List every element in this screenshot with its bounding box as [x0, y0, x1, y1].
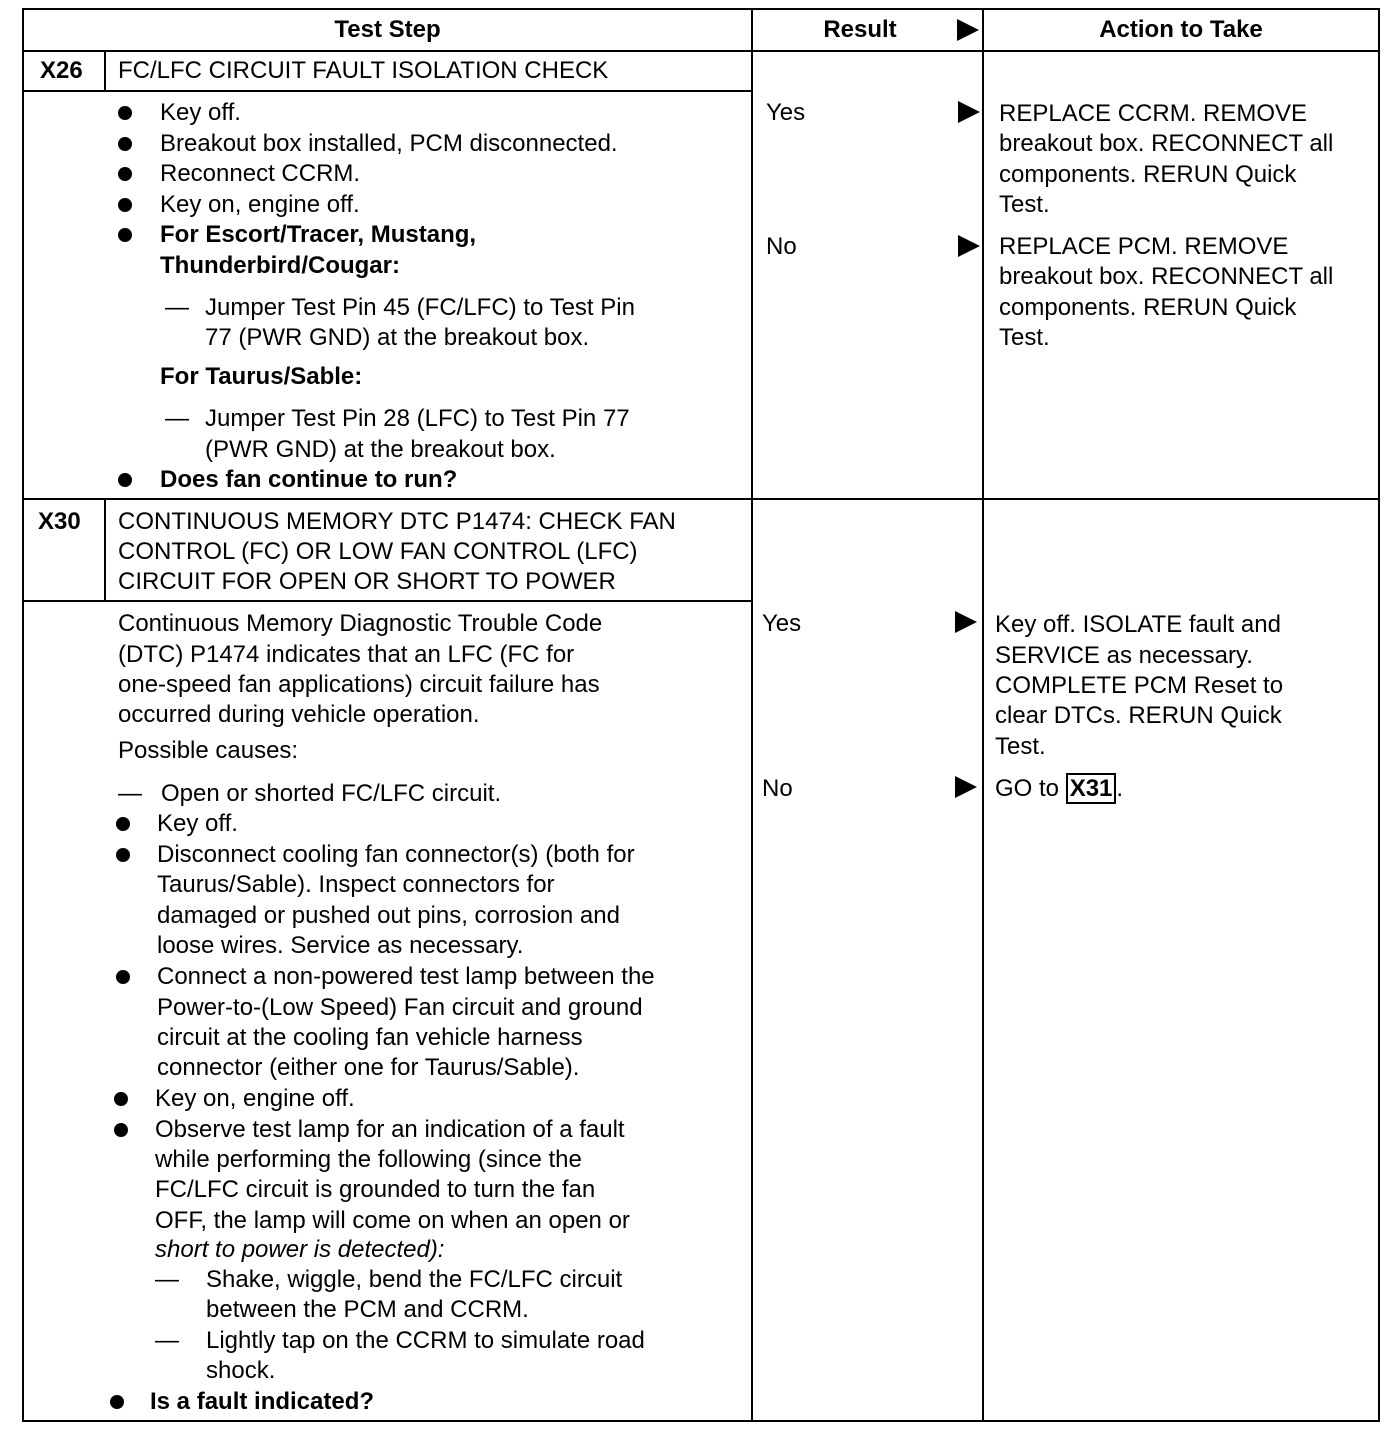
x26-title-bottom-rule: [22, 90, 752, 92]
x30-shake-line2: between the PCM and CCRM.: [206, 1296, 529, 1323]
x30-cause-1: Open or shorted FC/LFC circuit.: [161, 780, 502, 807]
x30-shake-line1: Shake, wiggle, bend the FC/LFC circuit: [206, 1266, 623, 1293]
header-action: Action to Take: [1099, 16, 1263, 43]
x30-title-line2: CONTROL (FC) OR LOW FAN CONTROL (LFC): [118, 538, 638, 565]
x30-observe-line1: Observe test lamp for an indication of a fault: [155, 1116, 625, 1143]
x30-possible-causes: Possible causes:: [118, 737, 299, 764]
x30-observe-line2: while performing the following (since the: [155, 1146, 582, 1173]
result-arrow-icon: [958, 101, 980, 123]
bullet-icon: [118, 473, 132, 487]
x30-observe-line4: OFF, the lamp will come on when an open or: [155, 1207, 630, 1234]
x26-bullet-key-on: Key on, engine off.: [160, 191, 360, 218]
x30-tap-line1: Lightly tap on the CCRM to simulate road: [206, 1327, 645, 1354]
x30-intro-line3: one-speed fan applications) circuit failure has: [118, 671, 600, 698]
x26-yes-action-line4: Test.: [999, 191, 1050, 218]
result-column-rule: [751, 8, 753, 1422]
x30-disconnect-line4: loose wires. Service as necessary.: [157, 932, 524, 959]
x30-bullet-key-off: Key off.: [157, 810, 238, 837]
x26-escort-label-cont: Thunderbird/Cougar:: [160, 252, 400, 279]
dash-icon: —: [165, 294, 189, 321]
x26-no-action-line3: components. RERUN Quick: [999, 294, 1297, 321]
x30-bullet-key-on: Key on, engine off.: [155, 1085, 355, 1112]
x26-step-title: FC/LFC CIRCUIT FAULT ISOLATION CHECK: [118, 57, 609, 84]
x30-question: Is a fault indicated?: [150, 1388, 375, 1415]
header-result: Result: [823, 16, 897, 43]
x30-tap-line2: shock.: [206, 1357, 276, 1384]
x30-observe-line3: FC/LFC circuit is grounded to turn the fan: [155, 1176, 596, 1203]
bullet-icon: [114, 1092, 128, 1106]
x26-yes-action-line1: REPLACE CCRM. REMOVE: [999, 100, 1308, 127]
result-arrow-icon: [955, 776, 977, 798]
x26-question: Does fan continue to run?: [160, 466, 458, 493]
x30-disconnect-line1: Disconnect cooling fan connector(s) (both for: [157, 841, 635, 868]
x26-taurus-jumper: Jumper Test Pin 28 (LFC) to Test Pin 77: [205, 405, 630, 432]
x30-row-top-rule: [22, 498, 1380, 500]
x30-connect-line3: circuit at the cooling fan vehicle harness: [157, 1024, 583, 1051]
x26-no-action-line2: breakout box. RECONNECT all: [999, 263, 1334, 290]
result-arrow-icon: [958, 235, 980, 257]
header-arrow-icon: [957, 19, 979, 41]
dash-icon: —: [118, 780, 142, 807]
x30-id-divider: [104, 498, 106, 601]
x30-yes-action-line1: Key off. ISOLATE fault and: [995, 611, 1281, 638]
table-border-right: [1378, 8, 1380, 1422]
x30-no-action-suffix: .: [1116, 775, 1124, 802]
bullet-icon: [114, 1123, 128, 1137]
x26-yes-action-line2: breakout box. RECONNECT all: [999, 130, 1334, 157]
x30-connect-line2: Power-to-(Low Speed) Fan circuit and ground: [157, 994, 643, 1021]
header-test-step: Test Step: [334, 16, 441, 43]
table-border-top: [22, 8, 1380, 10]
x30-title-line3: CIRCUIT FOR OPEN OR SHORT TO POWER: [118, 568, 616, 595]
x26-bullet-breakout: Breakout box installed, PCM disconnected.: [160, 130, 618, 157]
x31-step-link[interactable]: X31: [1066, 773, 1117, 804]
x26-no-action-line1: REPLACE PCM. REMOVE: [999, 233, 1289, 260]
action-column-rule: [982, 8, 984, 1422]
x30-yes-action-line3: COMPLETE PCM Reset to: [995, 672, 1284, 699]
x26-id-divider: [104, 50, 106, 92]
x30-no-action-prefix: GO to: [995, 775, 1060, 802]
bullet-icon: [118, 137, 132, 151]
dash-icon: —: [155, 1266, 179, 1293]
x30-yes-action-line5: Test.: [995, 733, 1046, 760]
bullet-icon: [118, 167, 132, 181]
x26-bullet-reconnect: Reconnect CCRM.: [160, 160, 361, 187]
bullet-icon: [118, 106, 132, 120]
result-arrow-icon: [955, 611, 977, 633]
bullet-icon: [116, 970, 130, 984]
bullet-icon: [118, 198, 132, 212]
x30-title-line1: CONTINUOUS MEMORY DTC P1474: CHECK FAN: [118, 508, 676, 535]
bullet-icon: [118, 228, 132, 242]
x30-yes-action-line4: clear DTCs. RERUN Quick: [995, 702, 1282, 729]
x30-result-yes: Yes: [762, 610, 802, 637]
x26-taurus-jumper-cont: (PWR GND) at the breakout box.: [205, 436, 556, 463]
x30-step-id: X30: [38, 508, 81, 535]
dash-icon: —: [155, 1327, 179, 1354]
x26-result-no: No: [766, 233, 797, 260]
x26-step-id: X26: [40, 57, 83, 84]
header-bottom-rule: [22, 50, 1380, 52]
x30-intro-line2: (DTC) P1474 indicates that an LFC (FC for: [118, 641, 575, 668]
dash-icon: —: [165, 405, 189, 432]
x26-escort-jumper: Jumper Test Pin 45 (FC/LFC) to Test Pin: [205, 294, 635, 321]
x30-intro-line4: occurred during vehicle operation.: [118, 701, 480, 728]
x26-no-action-line4: Test.: [999, 324, 1050, 351]
bullet-icon: [116, 848, 130, 862]
x26-result-yes: Yes: [766, 99, 806, 126]
x26-taurus-label: For Taurus/Sable:: [160, 363, 363, 390]
x26-yes-action-line3: components. RERUN Quick: [999, 161, 1297, 188]
bullet-icon: [116, 817, 130, 831]
x30-result-no: No: [762, 775, 793, 802]
x30-yes-action-line2: SERVICE as necessary.: [995, 642, 1253, 669]
x30-intro-line1: Continuous Memory Diagnostic Trouble Code: [118, 610, 603, 637]
x26-escort-label: For Escort/Tracer, Mustang,: [160, 221, 477, 248]
x30-connect-line1: Connect a non-powered test lamp between the: [157, 963, 655, 990]
x30-connect-line4: connector (either one for Taurus/Sable).: [157, 1054, 580, 1081]
x30-observe-line5: short to power is detected):: [155, 1236, 445, 1263]
table-border-bottom: [22, 1420, 1380, 1422]
x30-no-action: [995, 774, 1123, 805]
bullet-icon: [110, 1395, 124, 1409]
x30-disconnect-line3: damaged or pushed out pins, corrosion and: [157, 902, 620, 929]
x26-escort-jumper-cont: 77 (PWR GND) at the breakout box.: [205, 324, 590, 351]
table-border-left: [22, 8, 24, 1422]
x30-title-bottom-rule: [22, 600, 752, 602]
x26-bullet-key-off: Key off.: [160, 99, 241, 126]
x30-disconnect-line2: Taurus/Sable). Inspect connectors for: [157, 871, 555, 898]
